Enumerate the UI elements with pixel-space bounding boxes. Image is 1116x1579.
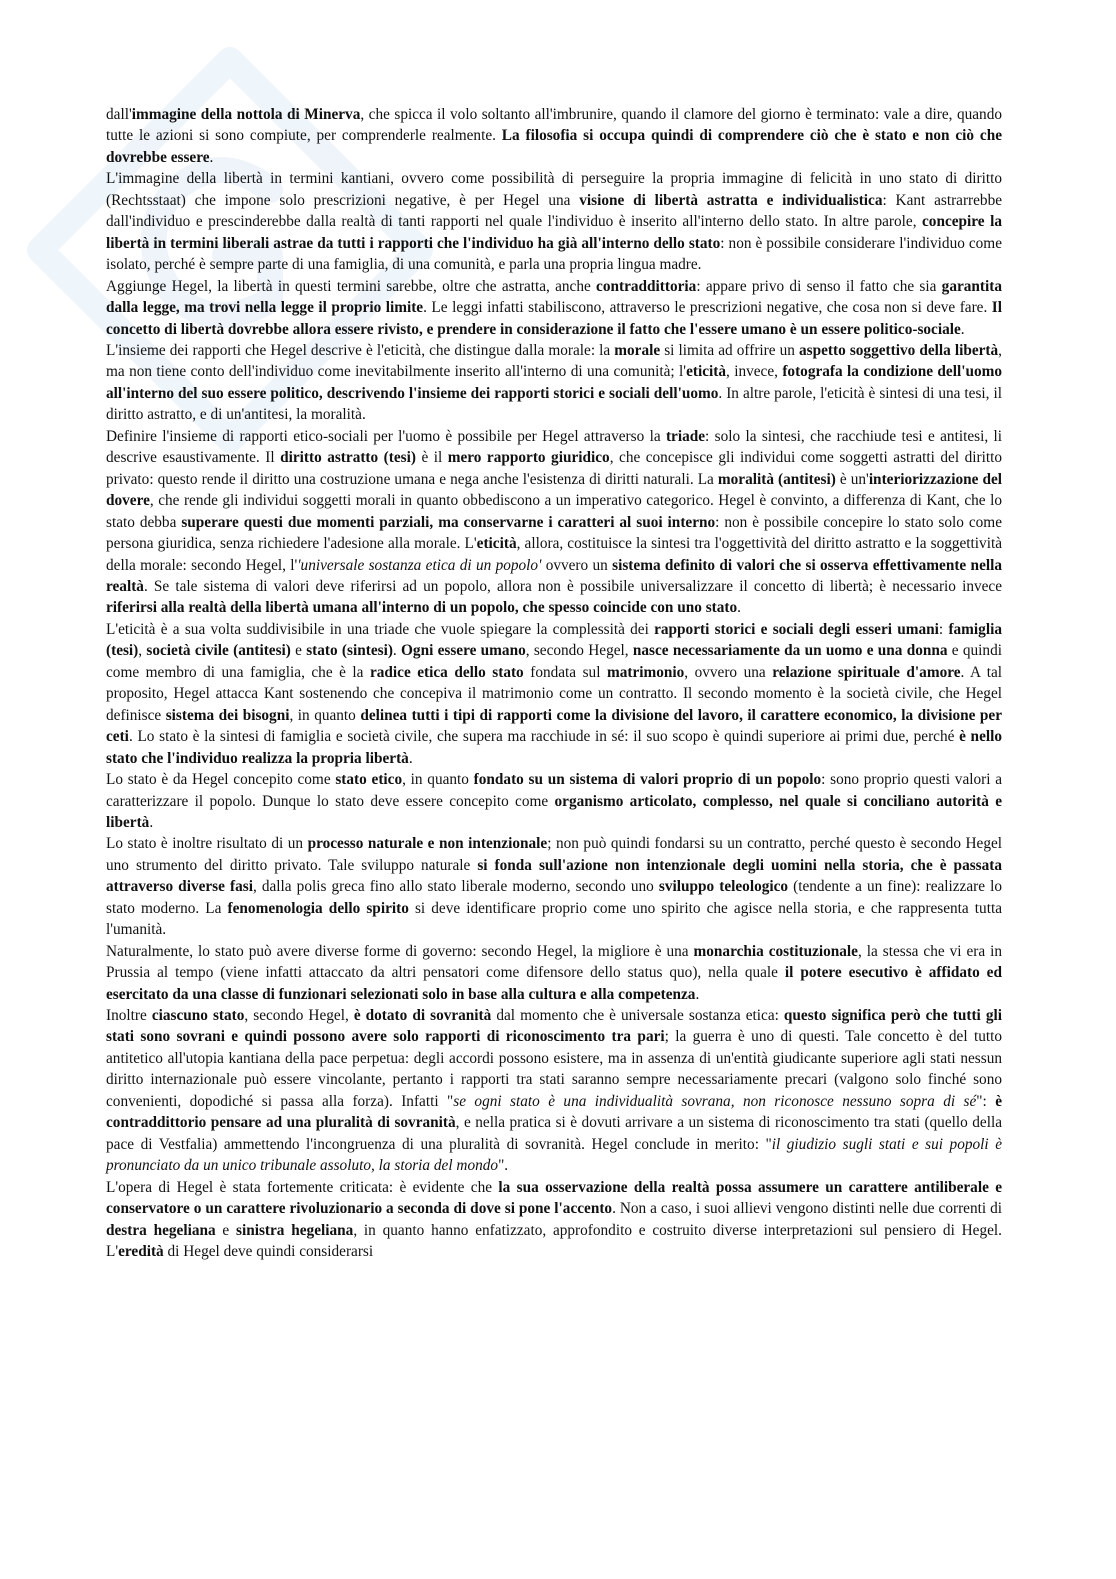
paragraph bbox=[106, 168, 1002, 275]
text-run: , allora, costituisce la sintesi tra l'oggettività del diritto astratto e la soggettività della morale: secondo Hegel, l' bbox=[106, 535, 1002, 574]
text-run: e bbox=[290, 642, 307, 660]
bold-text: concepire la libertà in termini liberali astrae da tutti i rapporti che l'individuo ha già all'interno dello stato bbox=[106, 213, 1002, 252]
bold-text: nasce necessariamente da un uomo e una donna bbox=[632, 642, 948, 660]
text-run: , ovvero una bbox=[684, 663, 773, 681]
text-run: Naturalmente, lo stato può avere diverse forme di governo: secondo Hegel, la migliore è una bbox=[106, 942, 694, 960]
text-run: , che rende gli individui soggetti morali in quanto obbediscono a un imperativo categorico. Hegel è convinto, a differenza di Kant, che lo stato debba bbox=[106, 492, 1002, 531]
bold-text: contraddittoria bbox=[596, 277, 697, 295]
bold-text: triade bbox=[665, 427, 706, 445]
bold-text: stato (sintesi) bbox=[306, 642, 393, 660]
text-run: , bbox=[138, 642, 147, 660]
paragraph bbox=[106, 769, 1002, 833]
bold-text: monarchia costituzionale bbox=[693, 942, 858, 960]
text-run: si deve identificare proprio come uno spirito che agisce nella storia, e che rappresenta tutta l'umanità. bbox=[106, 899, 1002, 939]
paragraph bbox=[106, 941, 1002, 1005]
bold-text: si fonda sull'azione non intenzionale degli uomini nella storia, che è passata attraverso diverse fasi bbox=[106, 856, 1003, 896]
text-run: . Non a caso, i suoi allievi vengono distinti nelle due correnti di bbox=[612, 1200, 1002, 1218]
bold-text: sinistra hegeliana bbox=[236, 1221, 354, 1239]
paragraph bbox=[106, 1005, 1002, 1177]
text-run: e quindi come membro di una famiglia, che è la bbox=[106, 642, 1002, 681]
text-run: : Kant astrarrebbe dall'individuo e prescinderebbe dalla realtà di tanti rapporti nel quale l'individuo è inserito all'interno dello stato. In altre parole, bbox=[106, 191, 1003, 231]
bold-text: il potere esecutivo è affidato ed esercitato da una classe di funzionari selezionati solo in base alla cultura e alla competenza bbox=[106, 964, 1002, 1003]
document-body bbox=[106, 104, 1002, 1262]
text-run: . bbox=[737, 599, 741, 617]
text-run: dall' bbox=[106, 106, 132, 123]
text-run: L'insieme dei rapporti che Hegel descrive è l'eticità, che distingue dalla morale: la bbox=[106, 341, 615, 359]
text-run: . bbox=[408, 749, 413, 767]
text-run: : non è possibile considerare l'individuo come isolato, perché è sempre parte di una famiglia, di una comunità, e parla una propria lingua madre. bbox=[106, 234, 1002, 274]
italic-quote: il giudizio sugli stati e sui popoli è pronunciato da un unico tribunale assoluto, la storia del mondo bbox=[106, 1135, 1002, 1175]
bold-text: radice etica dello stato bbox=[369, 663, 524, 681]
text-run: : appare privo di senso il fatto che sia bbox=[696, 277, 942, 295]
text-run: . bbox=[960, 320, 965, 338]
text-run: è il bbox=[415, 449, 448, 467]
text-run: , la stessa che vi era in Prussia al tempo (viene infatti attaccato da altri pensatori come difensore dello status quo), nella quale bbox=[106, 942, 1002, 982]
bold-text: relazione spirituale d'amore bbox=[772, 663, 961, 681]
text-run: ovvero un bbox=[541, 556, 613, 574]
text-run: Aggiunge Hegel, la libertà in questi termini sarebbe, oltre che astratta, anche bbox=[106, 277, 597, 295]
bold-text: La filosofia si occupa quindi di comprendere ciò che è stato e non ciò che dovrebbe essere bbox=[106, 127, 1002, 166]
bold-text: organismo articolato, complesso, nel quale si conciliano autorità e libertà bbox=[106, 792, 1002, 831]
text-run: ". bbox=[498, 1157, 509, 1175]
text-run: , dalla polis greca fino allo stato liberale moderno, secondo uno bbox=[252, 878, 659, 896]
bold-text: Il concetto di libertà dovrebbe allora essere rivisto, e prendere in considerazione il fatto che l'essere umano è un essere politico-sociale bbox=[106, 299, 1002, 338]
text-run: . Lo stato è la sintesi di famiglia e società civile, che supera ma racchiude in sé: il suo scopo è quindi superiore ai primi due, perché bbox=[128, 728, 960, 746]
bold-text: è nello stato che l'individuo realizza la propria libertà bbox=[106, 728, 1003, 767]
bold-text: fondato su un sistema di valori proprio di un popolo bbox=[473, 771, 822, 789]
text-run: dal momento che è universale sostanza etica: bbox=[491, 1007, 784, 1025]
text-run: Lo stato è da Hegel concepito come bbox=[106, 771, 336, 789]
paragraph bbox=[106, 276, 1002, 340]
text-run: L'eticità è a sua volta suddivisibile in una triade che vuole spiegare la complessità dei bbox=[106, 620, 655, 638]
bold-text: garantita dalla legge, ma trovi nella legge il proprio limite bbox=[106, 277, 1003, 317]
text-run: , invece, bbox=[725, 363, 783, 381]
text-run: Inoltre bbox=[106, 1007, 152, 1025]
bold-text: interiorizzazione del dovere bbox=[106, 470, 1003, 510]
bold-text: questo significa però che tutti gli stati sono sovrani e quindi possono avere solo rapporti di riconoscimento tra pari bbox=[106, 1007, 1002, 1046]
bold-text: famiglia (tesi) bbox=[106, 620, 1002, 660]
text-run: si limita ad offrire un bbox=[660, 341, 800, 359]
text-run: , secondo Hegel, bbox=[244, 1007, 354, 1025]
bold-text: immagine della nottola di Minerva bbox=[131, 106, 361, 123]
bold-text: moralità (antitesi) bbox=[717, 470, 836, 488]
paragraph bbox=[106, 1177, 1002, 1263]
text-run: , in quanto hanno enfatizzato, approfondito e costruito diverse interpretazioni sul pensiero di Hegel. L' bbox=[106, 1221, 1002, 1261]
text-run: (tendente a un fine): realizzare lo stato moderno. La bbox=[106, 878, 1003, 917]
text-run: . bbox=[149, 813, 154, 831]
text-run: . bbox=[392, 642, 402, 660]
text-run: , e nella pratica si è dovuti arrivare a un sistema di riconoscimento tra stati (quello della pace di Vestfalia) ammettendo l'incongruenza di una pluralità di sovranità. Hegel conclude in merito: " bbox=[106, 1114, 1002, 1153]
bold-text: eredità bbox=[118, 1243, 164, 1261]
text-run: . bbox=[695, 985, 700, 1003]
bold-text: riferirsi alla realtà della libertà umana all'interno di un popolo, che spesso coincide con uno stato bbox=[106, 599, 738, 617]
bold-text: la sua osservazione della realtà possa assumere un carattere antiliberale e conservatore o un carattere rivoluzionario a seconda di dove si pone l'accento bbox=[106, 1178, 1002, 1218]
bold-text: stato etico bbox=[335, 771, 403, 789]
bold-text: morale bbox=[614, 341, 661, 359]
bold-text: ciascuno stato bbox=[151, 1007, 245, 1025]
bold-text: eticità bbox=[686, 363, 726, 381]
text-run: . Se tale sistema di valori deve riferirsi ad un popolo, allora non è possibile universalizzare il concetto di libertà; è necessario invece bbox=[143, 577, 1002, 595]
bold-text: sistema definito di valori che si osserva effettivamente nella realtà bbox=[106, 556, 1003, 595]
text-run: . bbox=[209, 148, 214, 166]
text-run: , in quanto bbox=[402, 771, 474, 789]
bold-text: fotografa la condizione dell'uomo all'interno del suo essere politico, descrivendo l'insieme dei rapporti storici e sociali dell'uomo bbox=[106, 363, 1002, 402]
bold-text: processo naturale e non intenzionale bbox=[307, 835, 548, 853]
text-run: , ma non tiene conto dell'individuo come inevitabilmente inserito all'interno di una comunità; l' bbox=[106, 341, 1002, 381]
text-run: è un' bbox=[835, 470, 869, 488]
bold-text: aspetto soggettivo della libertà bbox=[799, 341, 999, 359]
bold-text: sviluppo teleologico bbox=[658, 878, 789, 896]
text-run: Lo stato è inoltre risultato di un bbox=[106, 835, 308, 853]
paragraph bbox=[106, 340, 1002, 426]
text-run: : bbox=[938, 620, 949, 638]
text-run: ; non può quindi fondarsi su un contratto, perché questo è secondo Hegel uno strumento del diritto privato. Tale sviluppo naturale bbox=[106, 835, 1003, 874]
text-run: : solo la sintesi, che racchiude tesi e antitesi, li descrive esaustivamente. Il bbox=[106, 427, 1002, 467]
bold-text: superare questi due momenti parziali, ma conservarne i caratteri al suoi interno bbox=[181, 513, 716, 531]
bold-text: delinea tutti i tipi di rapporti come la divisione del lavoro, il carattere economico, la divisione per ceti bbox=[106, 706, 1002, 746]
text-run: , che concepisce gli individui come soggetti astratti del diritto privato: questo rende il diritto una costruzione umana e nega anche l'esistenza di diritti naturali. La bbox=[106, 449, 1002, 488]
bold-text: è contraddittorio pensare ad una pluralità di sovranità bbox=[106, 1092, 1002, 1132]
text-run: . A tal proposito, Hegel attacca Kant sostenendo che concepiva il matrimonio come un contratto. Il secondo momento è la società civile, che Hegel definisce bbox=[106, 663, 1002, 724]
bold-text: è dotato di sovranità bbox=[353, 1007, 492, 1025]
paragraph bbox=[106, 619, 1002, 769]
bold-text: Ogni essere umano bbox=[401, 642, 526, 660]
text-run: , in quanto bbox=[289, 706, 361, 724]
bold-text: sistema dei bisogni bbox=[165, 706, 290, 724]
text-run: ": bbox=[976, 1092, 996, 1110]
text-run: L'immagine della libertà in termini kantiani, ovvero come possibilità di perseguire la propria immagine di felicità in uno stato di diritto (Rechtsstaat) che impone solo prescrizioni negative, è per Hegel una bbox=[106, 170, 1002, 209]
bold-text: società civile (antitesi) bbox=[146, 642, 291, 660]
text-run: . In altre parole, l'eticità è sintesi di una tesi, il diritto astratto, e di un'antitesi, la moralità. bbox=[106, 384, 1002, 424]
bold-text: eticità bbox=[476, 535, 517, 553]
paragraph bbox=[106, 426, 1002, 619]
text-run: , secondo Hegel, bbox=[525, 642, 633, 660]
bold-text: matrimonio bbox=[606, 663, 685, 681]
text-run: Definire l'insieme di rapporti etico-sociali per l'uomo è possibile per Hegel attraverso la bbox=[106, 427, 666, 445]
paragraph bbox=[106, 104, 1002, 168]
bold-text: fenomenologia dello spirito bbox=[227, 899, 409, 917]
text-run: : sono proprio questi valori a caratterizzare il popolo. Dunque lo stato deve essere concepito come bbox=[106, 771, 1003, 810]
text-run: : non è possibile concepire lo stato solo come persona giuridica, senza richiedere l'adesione alla morale. L' bbox=[106, 513, 1002, 553]
text-run: e bbox=[215, 1221, 237, 1239]
italic-quote: 'universale sostanza etica di un popolo' bbox=[297, 556, 542, 574]
text-run: , che spicca il volo soltanto all'imbrunire, quando il clamore del giorno è terminato: vale a dire, quando tutte le azioni si sono compiute, per comprenderle realmente. bbox=[106, 106, 1003, 145]
text-run: ; la guerra è uno di questi. Tale concetto è del tutto antitetico all'utopia kantiana della pace perpetua: degli accordi possono esistere, ma in assenza di un'entità giudicante superiore agli stati nessun diritto internazionale può essere vincolante, pertanto i rapporti tra stati saranno sempre necessariamente precari (valgono solo finché sono convenienti, dopodiché si passa alla forza). Infatti " bbox=[106, 1028, 1002, 1110]
bold-text: diritto astratto (tesi) bbox=[280, 449, 416, 467]
text-run: fondata sul bbox=[523, 663, 607, 681]
bold-text: destra hegeliana bbox=[106, 1221, 216, 1239]
bold-text: visione di libertà astratta e individualistica bbox=[579, 191, 883, 209]
bold-text: mero rapporto giuridico bbox=[447, 449, 610, 467]
bold-text: rapporti storici e sociali degli esseri umani bbox=[654, 620, 939, 638]
text-run: L'opera di Hegel è stata fortemente criticata: è evidente che bbox=[106, 1178, 499, 1196]
text-run: di Hegel deve quindi considerarsi bbox=[163, 1243, 374, 1261]
text-run: . Le leggi infatti stabiliscono, attraverso le prescrizioni negative, che cosa non si deve fare. bbox=[423, 299, 992, 317]
paragraph bbox=[106, 833, 1002, 940]
italic-quote: se ogni stato è una individualità sovrana, non riconosce nessuno sopra di sé bbox=[453, 1092, 977, 1110]
